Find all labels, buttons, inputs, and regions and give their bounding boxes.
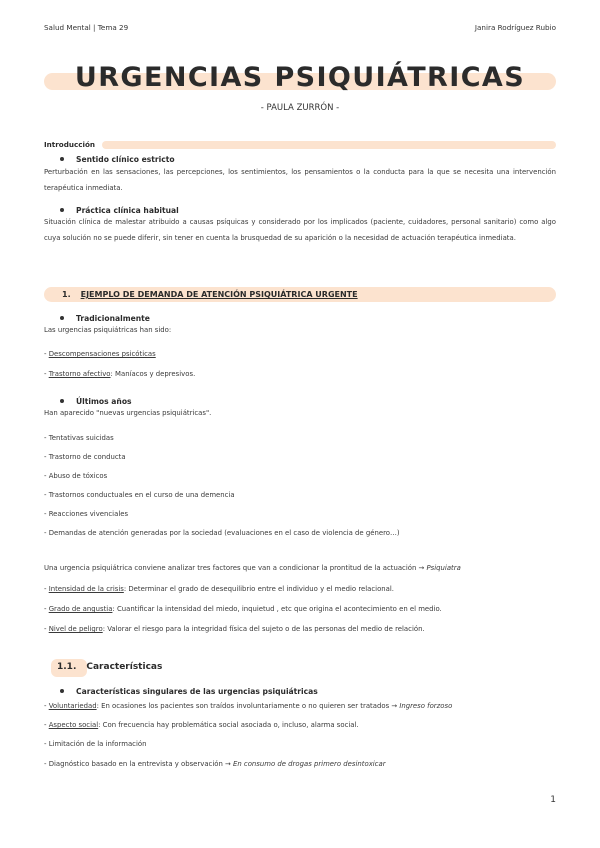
page-subtitle: - PAULA ZURRÓN - — [260, 103, 340, 113]
bullet-dot-icon — [60, 399, 64, 403]
intro-paragraph-1: Perturbación en las sensaciones, las percepciones, los sentimientos, los pensamientos o la conducta para la que se necesita una intervención terapéutica inmediata. — [44, 168, 556, 192]
list-item: - Tentativas suicidas — [44, 434, 114, 442]
intro-label: Introducción — [44, 140, 96, 149]
header-right: Janira Rodríguez Rubio — [474, 23, 556, 32]
list-item: - Reacciones vivenciales — [44, 510, 129, 518]
intro-highlight — [102, 141, 556, 149]
section-1-title: 1. EJEMPLO DE DEMANDA DE ATENCIÓN PSIQUIÁTRICA URGENTE — [62, 290, 358, 299]
bullet-dot-icon — [60, 208, 64, 212]
trad-intro: Las urgencias psiquiátricas han sido: — [44, 326, 172, 334]
bullet-heading-1: Sentido clínico estricto — [60, 155, 175, 164]
list-item: - Aspecto social: Con frecuencia hay problemática social asociada o, incluso, alarma social. — [44, 721, 359, 729]
bullet-dot-icon — [60, 689, 64, 693]
list-item: - Trastorno de conducta — [44, 453, 126, 461]
bullet-heading-2: Práctica clínica habitual — [60, 206, 179, 215]
header-left: Salud Mental | Tema 29 — [44, 23, 129, 32]
bullet-dot-icon — [60, 157, 64, 161]
list-item: - Intensidad de la crisis: Determinar el grado de desequilibrio entre el individuo y el medio relacional. — [44, 585, 394, 593]
page-title: URGENCIAS PSIQUIÁTRICAS — [74, 62, 526, 93]
list-item: - Nivel de peligro: Valorar el riesgo para la integridad física del sujeto o de las personas del medio de relación. — [44, 625, 425, 633]
list-item: - Descompensaciones psicóticas — [44, 350, 156, 358]
bullet-dot-icon — [60, 316, 64, 320]
section-1-1-title: 1.1. Características — [57, 662, 163, 672]
bullet-heading-tradicionalmente: Tradicionalmente — [60, 314, 150, 323]
factores-intro: Una urgencia psiquiátrica conviene analizar tres factores que van a condicionar la prontitud de la actuación → Psiquiatra — [44, 564, 461, 572]
page-number: 1 — [550, 795, 556, 805]
bullet-heading-caracteristicas: Características singulares de las urgencias psiquiátricas — [60, 687, 318, 696]
list-item: - Grado de angustia: Cuantificar la intensidad del miedo, inquietud , etc que origina el acontecimiento en el medio. — [44, 605, 442, 613]
ultimos-intro: Han aparecido "nuevas urgencias psiquiátricas". — [44, 409, 212, 417]
list-item: - Demandas de atención generadas por la sociedad (evaluaciones en el caso de violencia de género…) — [44, 529, 400, 537]
list-item: - Limitación de la información — [44, 740, 147, 748]
list-item: - Voluntariedad: En ocasiones los pacientes son traídos involuntariamente o no quieren ser tratados → Ingreso forzoso — [44, 702, 453, 710]
intro-paragraph-2: Situación clínica de malestar atribuido a causas psíquicas y considerado por los implicados (paciente, cuidadores, personal sanitario) como algo cuya solución no se puede diferir, sin tener en cuenta la brusquedad de su aparición o la necesidad de actuación terapéutica inmediata. — [44, 218, 556, 242]
list-item: - Abuso de tóxicos — [44, 472, 108, 480]
bullet-heading-ultimos-anos: Últimos años — [60, 397, 132, 406]
list-item: - Trastornos conductuales en el curso de una demencia — [44, 491, 235, 499]
list-item: - Trastorno afectivo: Maníacos y depresivos. — [44, 370, 196, 378]
list-item: - Diagnóstico basado en la entrevista y observación → En consumo de drogas primero desintoxicar — [44, 760, 386, 768]
